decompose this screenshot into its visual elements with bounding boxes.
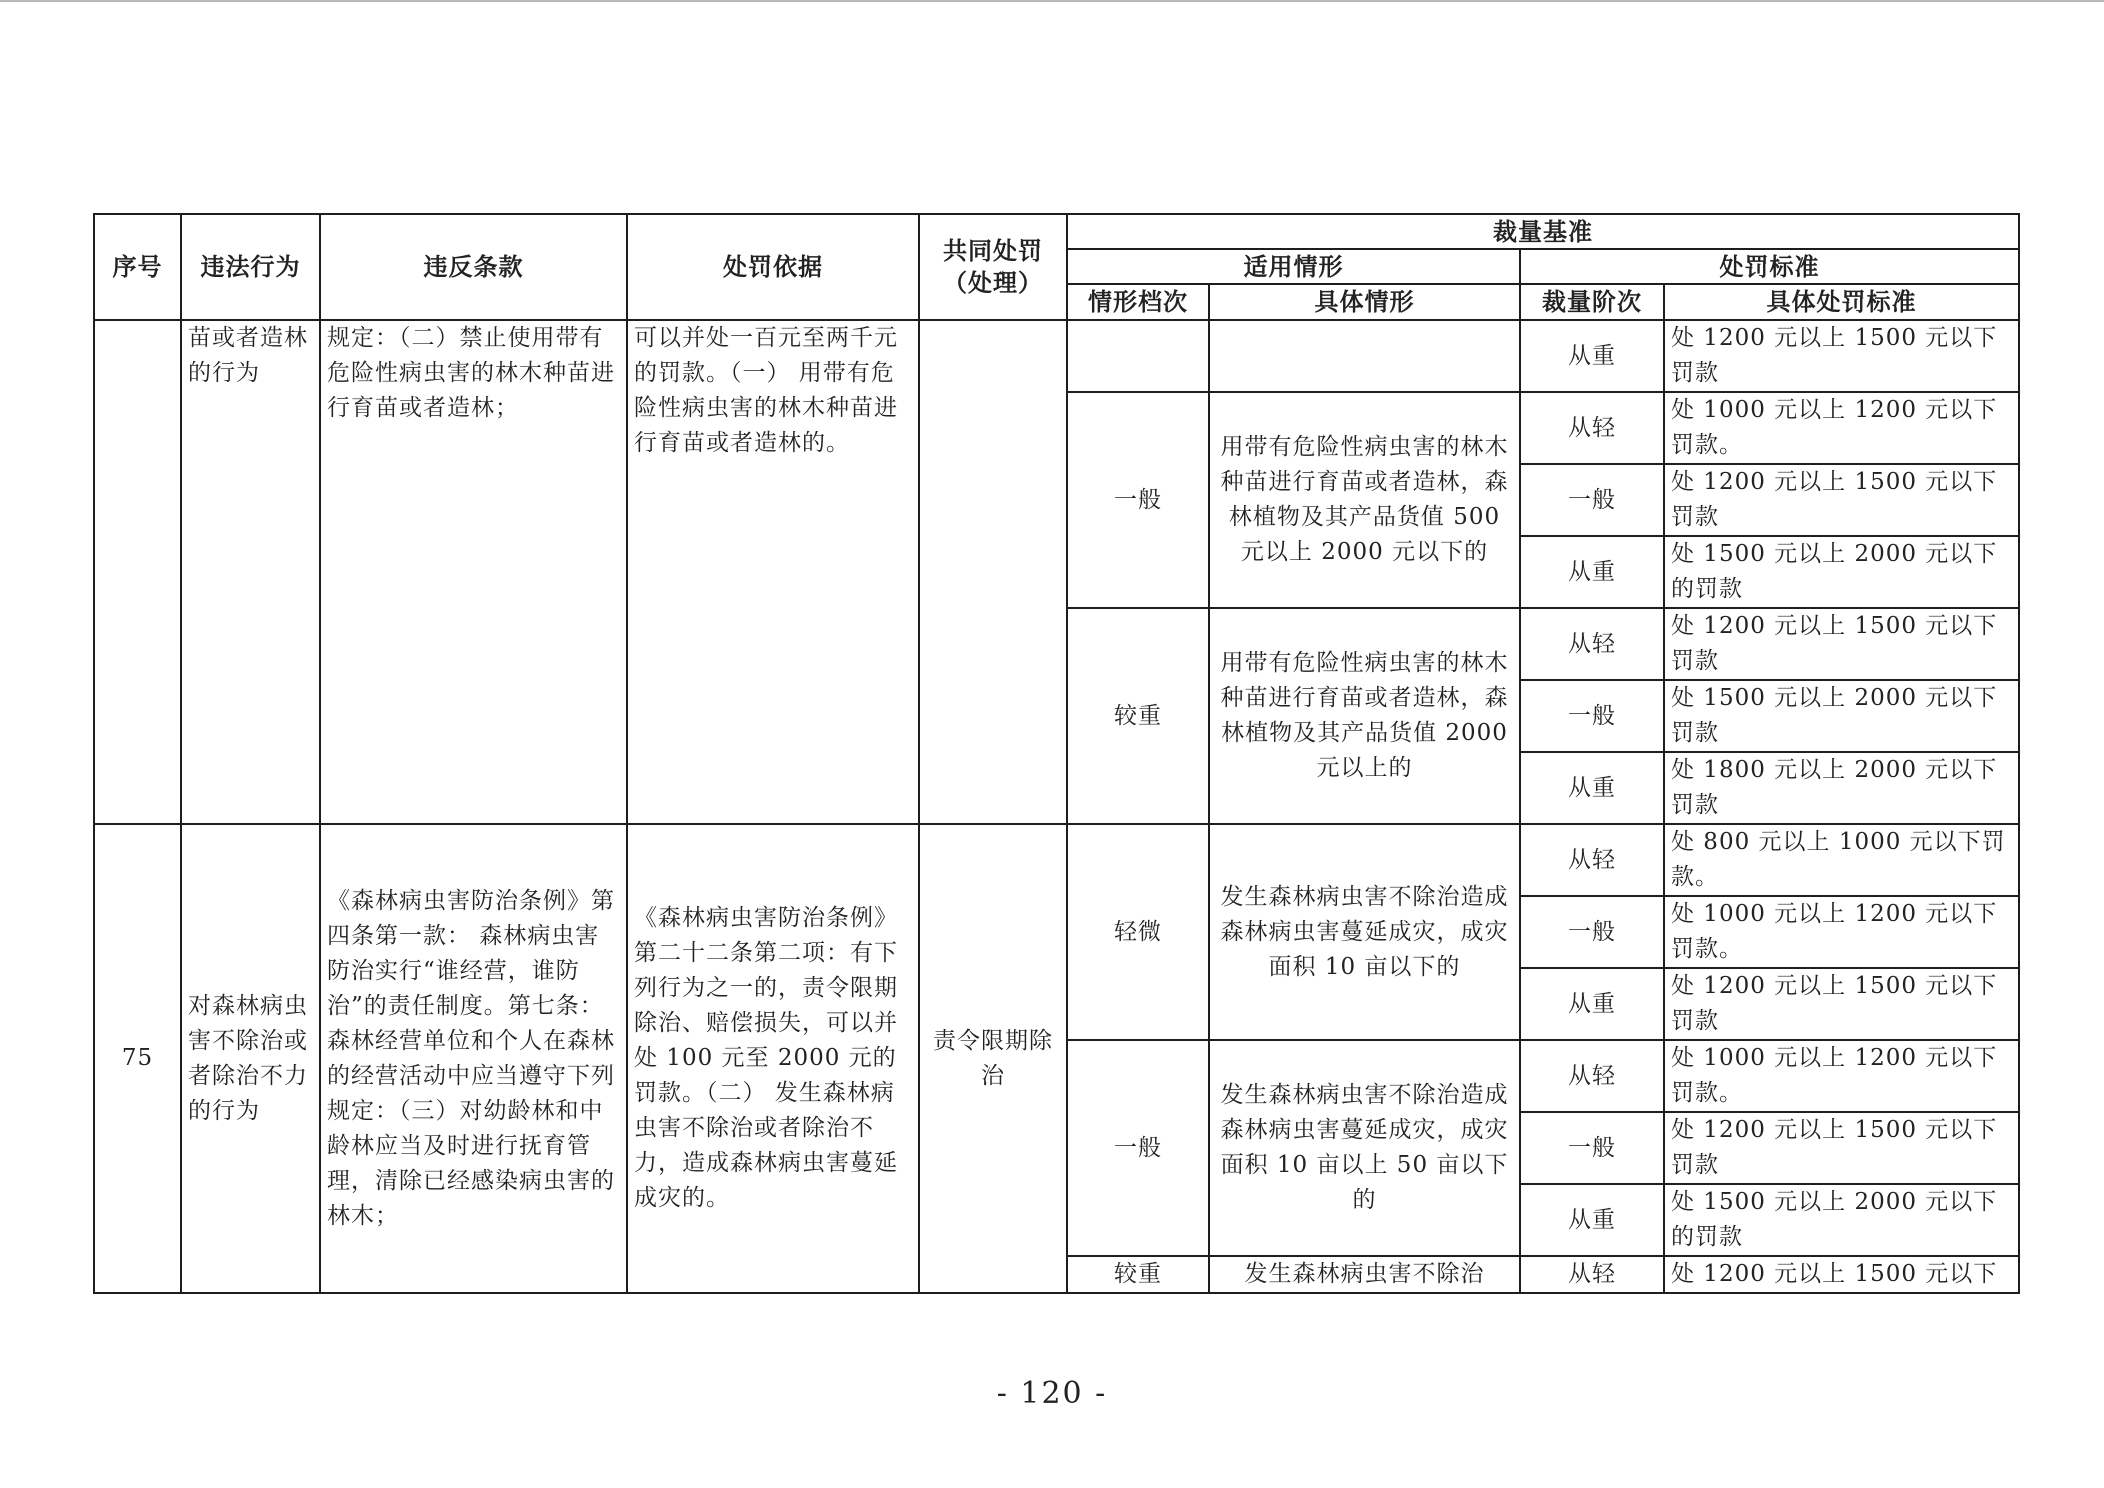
table-row bbox=[94, 824, 2019, 896]
entry74-g0-r1-grade: 一般 bbox=[1520, 464, 1664, 536]
entry75-g1-r2-standard: 处 1500 元以上 2000 元以下的罚款 bbox=[1664, 1184, 2019, 1256]
entry75-last-standard: 处 1200 元以上 1500 元以下 bbox=[1664, 1256, 2019, 1293]
entry75-g1-r1-standard: 处 1200 元以上 1500 元以下罚款 bbox=[1664, 1112, 2019, 1184]
entry74-cont-standard: 处 1200 元以上 1500 元以下罚款 bbox=[1664, 320, 2019, 392]
entry75-g0-situation: 发生森林病虫害不除治造成森林病虫害蔓延成灾，成灾面积 10 亩以下的 bbox=[1209, 824, 1520, 1040]
entry74-g1-r0-grade: 从轻 bbox=[1520, 608, 1664, 680]
header-penalty-basis: 处罚依据 bbox=[627, 214, 919, 320]
header-penalty-standard: 处罚标准 bbox=[1520, 249, 2019, 284]
entry74-g0-situation: 用带有危险性病虫害的林木种苗进行育苗或者造林，森林植物及其产品货值 500 元以上 2000 元以下的 bbox=[1209, 392, 1520, 608]
penalty-discretion-table bbox=[93, 213, 2020, 1294]
entry75-basis: 《森林病虫害防治条例》第二十二条第二项：有下列行为之一的，责令限期除治、赔偿损失，可以并处 100 元至 2000 元的罚款。（二） 发生森林病虫害不除治或者除治不力，造成森林病虫害蔓延成灾的。 bbox=[627, 824, 919, 1293]
header-level: 情形档次 bbox=[1067, 284, 1209, 320]
entry74-g1-r2-grade: 从重 bbox=[1520, 752, 1664, 824]
entry75-g1-situation: 发生森林病虫害不除治造成森林病虫害蔓延成灾，成灾面积 10 亩以上 50 亩以下的 bbox=[1209, 1040, 1520, 1256]
header-situation: 具体情形 bbox=[1209, 284, 1520, 320]
entry74-g0-r2-grade: 从重 bbox=[1520, 536, 1664, 608]
entry74-cont-level bbox=[1067, 320, 1209, 392]
entry74-g1-r1-standard: 处 1500 元以上 2000 元以下罚款 bbox=[1664, 680, 2019, 752]
entry75-joint: 责令限期除治 bbox=[919, 824, 1067, 1293]
entry74-g1-r1-grade: 一般 bbox=[1520, 680, 1664, 752]
entry75-g0-r2-grade: 从重 bbox=[1520, 968, 1664, 1040]
page-top-rule bbox=[0, 0, 2104, 2]
entry75-g0-r2-standard: 处 1200 元以上 1500 元以下罚款 bbox=[1664, 968, 2019, 1040]
entry75-violation: 对森林病虫害不除治或者除治不力的行为 bbox=[181, 824, 320, 1293]
header-discretion-basis: 裁量基准 bbox=[1067, 214, 2019, 249]
entry75-g1-r0-grade: 从轻 bbox=[1520, 1040, 1664, 1112]
entry75-g1-level: 一般 bbox=[1067, 1040, 1209, 1256]
entry74-violation: 苗或者造林的行为 bbox=[181, 320, 320, 824]
entry74-clause: 规定：（二）禁止使用带有危险性病虫害的林木种苗进行育苗或者造林； bbox=[320, 320, 627, 824]
header-grade: 裁量阶次 bbox=[1520, 284, 1664, 320]
entry74-g0-r1-standard: 处 1200 元以上 1500 元以下罚款 bbox=[1664, 464, 2019, 536]
entry75-g0-r0-standard: 处 800 元以上 1000 元以下罚款。 bbox=[1664, 824, 2019, 896]
entry75-g0-r0-grade: 从轻 bbox=[1520, 824, 1664, 896]
entry75-g1-r0-standard: 处 1000 元以上 1200 元以下罚款。 bbox=[1664, 1040, 2019, 1112]
header-violation: 违法行为 bbox=[181, 214, 320, 320]
entry74-g1-situation: 用带有危险性病虫害的林木种苗进行育苗或者造林，森林植物及其产品货值 2000 元以上的 bbox=[1209, 608, 1520, 824]
entry75-g0-r1-grade: 一般 bbox=[1520, 896, 1664, 968]
header-row-1 bbox=[94, 214, 2019, 249]
entry74-g1-r2-standard: 处 1800 元以上 2000 元以下罚款 bbox=[1664, 752, 2019, 824]
entry74-cont-situation bbox=[1209, 320, 1520, 392]
entry75-last-grade: 从轻 bbox=[1520, 1256, 1664, 1293]
entry75-g1-r1-grade: 一般 bbox=[1520, 1112, 1664, 1184]
entry74-g1-level: 较重 bbox=[1067, 608, 1209, 824]
entry74-g0-level: 一般 bbox=[1067, 392, 1209, 608]
header-applicable: 适用情形 bbox=[1067, 249, 1520, 284]
entry74-cont-grade: 从重 bbox=[1520, 320, 1664, 392]
entry75-last-situation: 发生森林病虫害不除治 bbox=[1209, 1256, 1520, 1293]
entry75-g0-level: 轻微 bbox=[1067, 824, 1209, 1040]
header-joint-penalty: 共同处罚（处理） bbox=[919, 214, 1067, 320]
entry74-g0-r0-standard: 处 1000 元以上 1200 元以下罚款。 bbox=[1664, 392, 2019, 464]
page-number: - 120 - bbox=[996, 1376, 1108, 1411]
entry74-g1-r0-standard: 处 1200 元以上 1500 元以下罚款 bbox=[1664, 608, 2019, 680]
entry74-seq bbox=[94, 320, 181, 824]
header-violated-clause: 违反条款 bbox=[320, 214, 627, 320]
entry75-g1-r2-grade: 从重 bbox=[1520, 1184, 1664, 1256]
entry75-clause: 《森林病虫害防治条例》第四条第一款： 森林病虫害防治实行“谁经营，谁防治”的责任制度。第七条：森林经营单位和个人在森林的经营活动中应当遵守下列规定：（三）对幼龄林和中龄林应当及时进行抚育管理，清除已经感染病虫害的林木； bbox=[320, 824, 627, 1293]
entry74-basis: 可以并处一百元至两千元的罚款。（一） 用带有危险性病虫害的林木种苗进行育苗或者造林的。 bbox=[627, 320, 919, 824]
entry75-seq: 75 bbox=[94, 824, 181, 1293]
entry75-g0-r1-standard: 处 1000 元以上 1200 元以下罚款。 bbox=[1664, 896, 2019, 968]
entry75-last-level: 较重 bbox=[1067, 1256, 1209, 1293]
header-seq: 序号 bbox=[94, 214, 181, 320]
entry74-g0-r0-grade: 从轻 bbox=[1520, 392, 1664, 464]
entry74-g0-r2-standard: 处 1500 元以上 2000 元以下的罚款 bbox=[1664, 536, 2019, 608]
table-row bbox=[94, 320, 2019, 392]
header-standard: 具体处罚标准 bbox=[1664, 284, 2019, 320]
entry74-joint bbox=[919, 320, 1067, 824]
